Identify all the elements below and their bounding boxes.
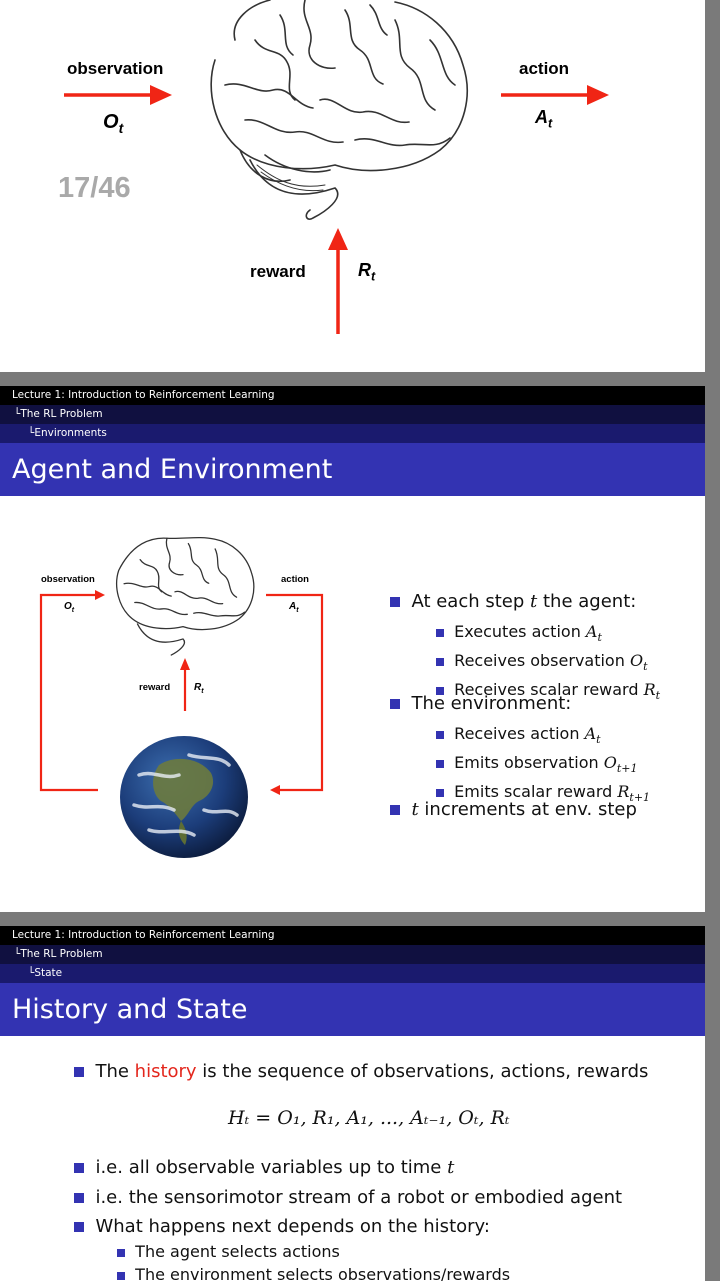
agent-environment-list — [390, 591, 636, 618]
header-section: └The RL Problem — [0, 945, 705, 964]
list-item: Receives observation $O_t$ — [436, 649, 660, 678]
history-formula: Hₜ = O₁, R₁, A₁, ..., Aₜ₋₁, Oₜ, Rₜ — [228, 1107, 510, 1129]
observation-label: observation — [67, 59, 164, 78]
observation-symbol: $O_t$ — [64, 601, 75, 614]
slide-title: Agent and Environment — [12, 454, 333, 485]
slide-title-bar — [0, 983, 705, 1036]
action-label: action — [281, 574, 309, 585]
history-list — [74, 1061, 648, 1082]
tree-branch-icon: └ — [28, 967, 35, 979]
slide-title-bar — [0, 443, 705, 496]
observation-symbol: $O_t$ — [103, 111, 124, 136]
list-item: i.e. the sensorimotor stream of a robot or embodied agent — [74, 1183, 622, 1213]
bullet-icon — [436, 658, 444, 666]
bullet-icon — [74, 1067, 84, 1077]
header-subsection: └State — [0, 964, 705, 983]
reward-symbol: $R_t$ — [194, 682, 204, 695]
header-lecture: Lecture 1: Introduction to Reinforcement Learning — [0, 926, 705, 945]
bullet-icon — [117, 1249, 125, 1257]
page-indicator: 17/46 — [58, 172, 131, 204]
list-item: t increments at env. step — [390, 799, 637, 820]
history-sub-list — [117, 1240, 510, 1281]
list-item: Receives scalar reward $R_t$ — [436, 678, 660, 707]
scrollbar[interactable] — [705, 0, 720, 1281]
bullet-icon — [390, 805, 400, 815]
bullet-icon — [390, 597, 400, 607]
list-item: The environment: — [390, 693, 571, 714]
header-lecture: Lecture 1: Introduction to Reinforcement Learning — [0, 386, 705, 405]
list-item: Executes action $A_t$ — [436, 620, 660, 649]
bullet-icon — [74, 1222, 84, 1232]
list-item: What happens next depends on the history: — [74, 1212, 622, 1242]
slide-title: History and State — [12, 994, 248, 1025]
list-item: i.e. all observable variables up to time t — [74, 1153, 622, 1183]
bullet-icon — [117, 1272, 125, 1280]
environment-sub-list — [436, 722, 650, 810]
action-symbol: $A_t$ — [535, 107, 553, 131]
slide-agent-and-environment — [0, 386, 705, 912]
tree-branch-icon: └ — [28, 427, 35, 439]
list-item: The history is the sequence of observations, actions, rewards — [74, 1061, 648, 1082]
bullet-icon — [74, 1193, 84, 1203]
observable-list — [74, 1153, 622, 1242]
tree-branch-icon: └ — [14, 948, 21, 960]
observation-arrow — [64, 84, 174, 106]
list-item: Receives action $A_t$ — [436, 722, 650, 751]
header-section: └The RL Problem — [0, 405, 705, 424]
slide-history-and-state — [0, 926, 705, 1281]
header-subsection: └Environments — [0, 424, 705, 443]
bullet-icon — [390, 699, 400, 709]
slide-agent-diagram — [0, 0, 705, 372]
action-symbol: $A_t$ — [289, 601, 299, 614]
tree-branch-icon: └ — [14, 408, 21, 420]
reward-symbol: $R_t$ — [358, 260, 376, 284]
bullet-icon — [436, 629, 444, 637]
step-list — [390, 799, 637, 820]
brain-image — [195, 0, 475, 225]
list-item: Emits scalar reward $R_{t+1}$ — [436, 780, 650, 809]
reward-label: reward — [139, 682, 171, 693]
list-item: The agent selects actions — [117, 1240, 510, 1263]
environment-list — [390, 693, 571, 714]
earth-image — [119, 735, 249, 859]
bullet-icon — [436, 760, 444, 768]
list-item: The environment selects observations/rewards — [117, 1263, 510, 1281]
bullet-icon — [436, 731, 444, 739]
observation-label: observation — [41, 574, 95, 585]
action-arrow — [501, 84, 611, 106]
bullet-icon — [74, 1163, 84, 1173]
action-label: action — [519, 59, 570, 78]
reward-arrow — [327, 226, 349, 334]
bullet-icon — [436, 789, 444, 797]
list-item: At each step t the agent: — [390, 591, 636, 618]
reward-label: reward — [250, 262, 306, 281]
list-item: Emits observation $O_{t+1}$ — [436, 751, 650, 780]
